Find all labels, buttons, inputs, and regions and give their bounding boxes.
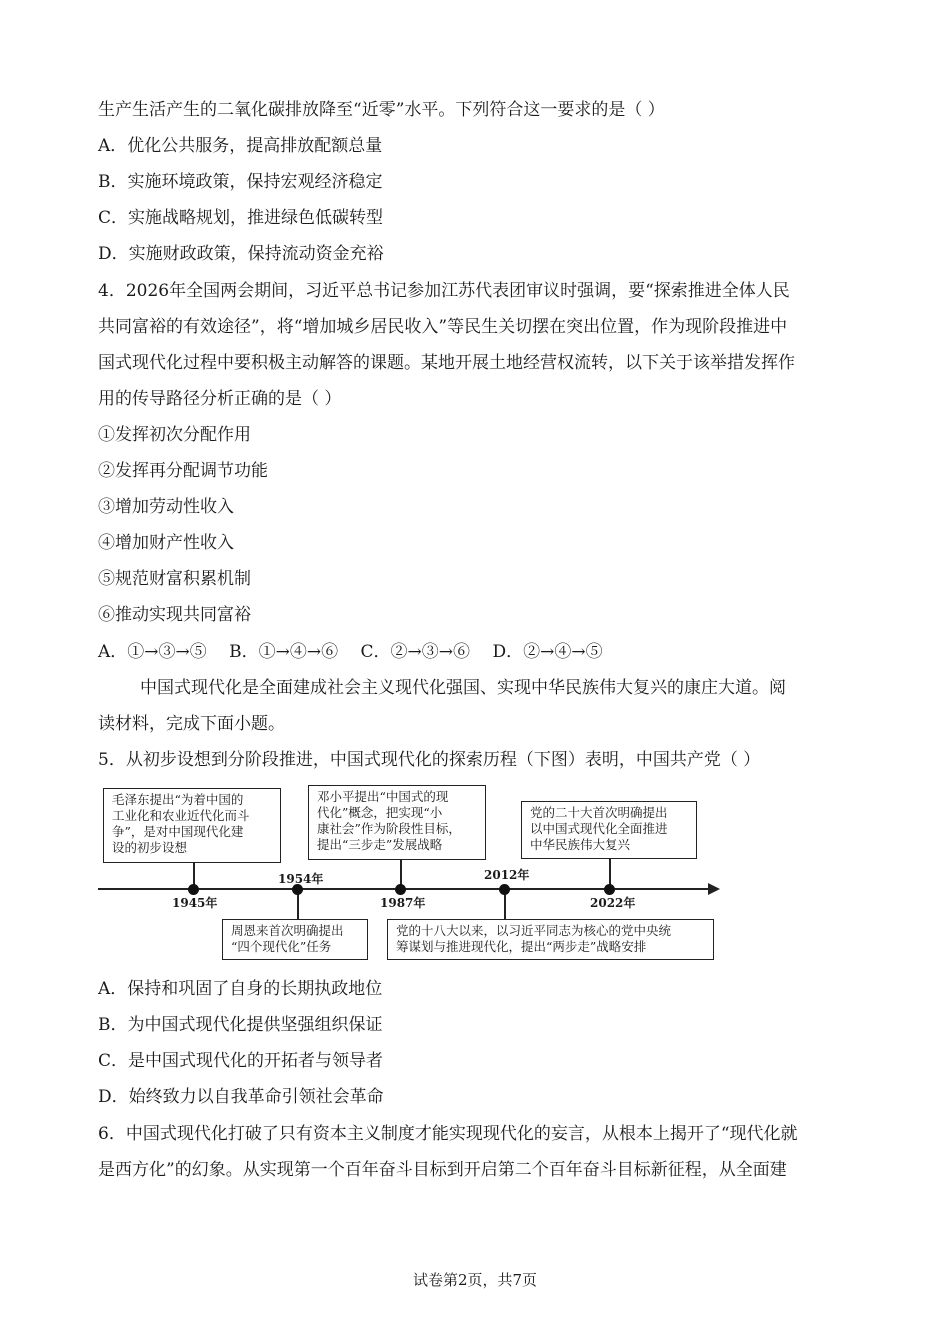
page-footer: 试卷第2页，共7页: [412, 1271, 538, 1289]
option-d: D．始终致力以自我革命引领社会革命: [98, 1087, 384, 1107]
year-label: 1945年: [172, 896, 218, 910]
option-d: D．实施财政政策，保持流动资金充裕: [98, 244, 384, 264]
path-item: ⑤规范财富积累机制: [98, 569, 251, 589]
option-a: A．保持和巩固了自身的长期执政地位: [98, 979, 383, 999]
path-item: ④增加财产性收入: [98, 533, 234, 553]
timeline-box-2022: 党的二十大首次明确提出 以中国式现代化全面推进 中华民族伟大复兴: [521, 801, 697, 859]
text-line: 生产生活产生的二氧化碳排放降至“近零”水平。下列符合这一要求的是（ ）: [98, 100, 665, 120]
text-line: 用的传导路径分析正确的是（ ）: [98, 389, 342, 409]
text-line: 国式现代化过程中要积极主动解答的课题。某地开展土地经营权流转，以下关于该举措发挥作: [98, 353, 795, 373]
option-b: B．实施环境政策，保持宏观经济稳定: [98, 172, 383, 192]
option-a: A．优化公共服务，提高排放配额总量: [98, 136, 383, 156]
year-label: 1987年: [380, 896, 426, 910]
material-intro: 中国式现代化是全面建成社会主义现代化强国、实现中华民族伟大复兴的康庄大道。阅: [140, 678, 786, 698]
answer-options: A．①→③→⑤ B．①→④→⑥ C．②→③→⑥ D．②→④→⑤: [98, 642, 603, 662]
timeline-box-1945: 毛泽东提出“为着中国的 工业化和农业近代化而斗 争”，是对中国现代化建 设的初步设想: [103, 788, 281, 863]
timeline-box-1987: 邓小平提出“中国式的现 代化”概念，把实现“小 康社会”作为阶段性目标， 提出“三步走”发展战略: [308, 785, 486, 860]
option-c: C．是中国式现代化的开拓者与领导者: [98, 1051, 384, 1071]
path-item: ①发挥初次分配作用: [98, 425, 251, 445]
question-4: 4．2026年全国两会期间，习近平总书记参加江苏代表团审议时强调，要“探索推进全体人民: [98, 281, 790, 301]
text-line: 是西方化”的幻象。从实现第一个百年奋斗目标到开启第二个百年奋斗目标新征程，从全面建: [98, 1160, 787, 1180]
option-b: B．为中国式现代化提供坚强组织保证: [98, 1015, 383, 1035]
text-line: 读材料，完成下面小题。: [98, 714, 285, 734]
question-5: 5．从初步设想到分阶段推进，中国式现代化的探索历程（下图）表明，中国共产党（ ）: [98, 750, 761, 770]
timeline-box-2012: 党的十八大以来，以习近平同志为核心的党中央统 筹谋划与推进现代化，提出“两步走”战略安排: [387, 919, 714, 960]
year-label: 1954年: [278, 872, 324, 886]
path-item: ③增加劳动性收入: [98, 497, 234, 517]
year-label: 2022年: [590, 896, 636, 910]
year-label: 2012年: [484, 868, 530, 882]
timeline-box-1954: 周恩来首次明确提出 “四个现代化”任务: [222, 919, 368, 960]
option-c: C．实施战略规划，推进绿色低碳转型: [98, 208, 384, 228]
text-line: 共同富裕的有效途径”，将“增加城乡居民收入”等民生关切摆在突出位置，作为现阶段推进中: [98, 317, 788, 337]
arrow-icon: [708, 883, 720, 895]
question-6: 6．中国式现代化打破了只有资本主义制度才能实现现代化的妄言，从根本上揭开了“现代化就: [98, 1124, 798, 1144]
path-item: ⑥推动实现共同富裕: [98, 605, 251, 625]
timeline-point: [499, 884, 510, 895]
path-item: ②发挥再分配调节功能: [98, 461, 268, 481]
